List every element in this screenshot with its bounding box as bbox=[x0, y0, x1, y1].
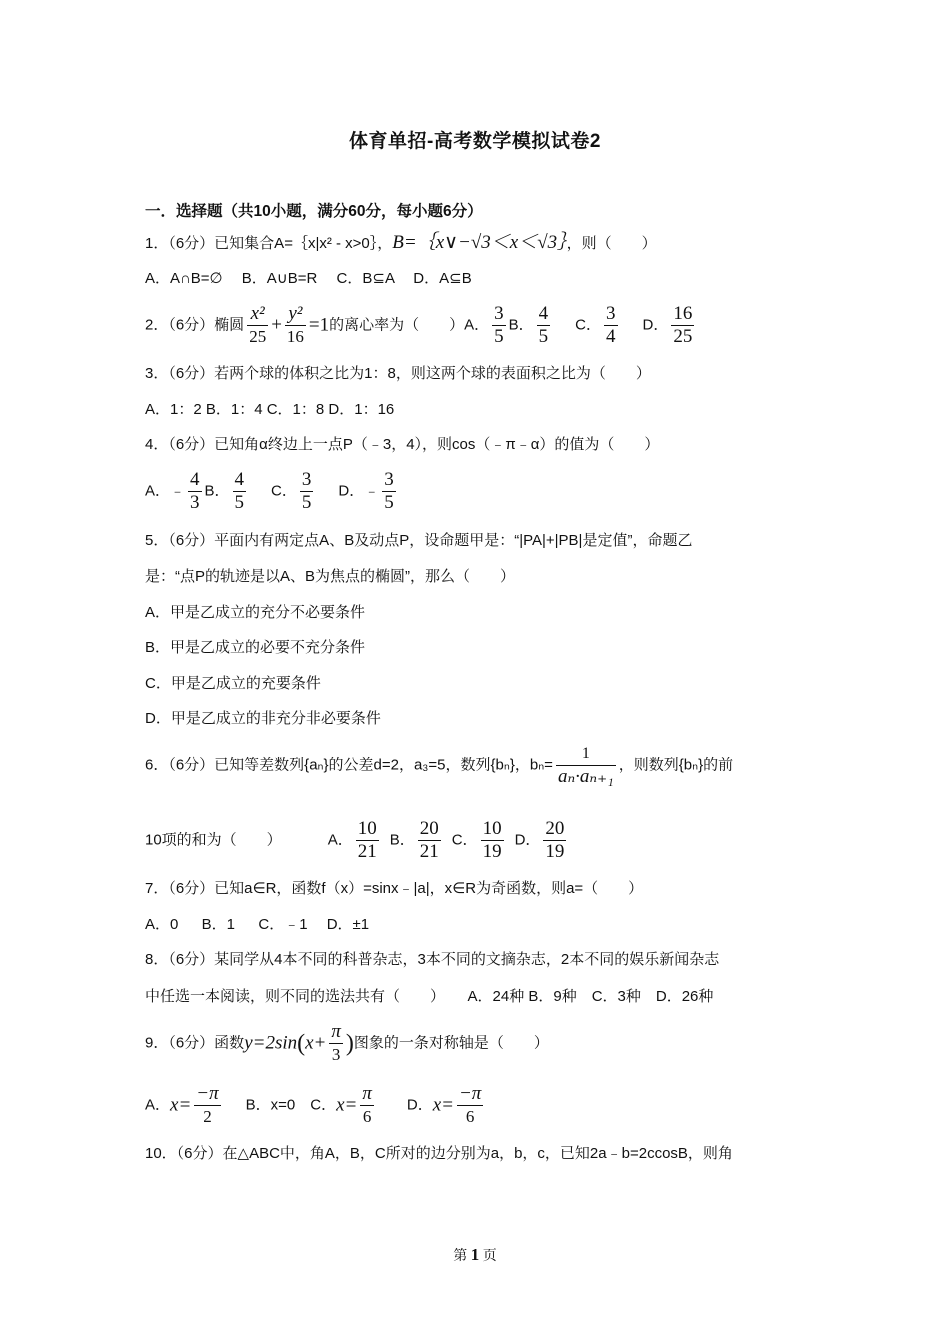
q4-a-den: 3 bbox=[190, 492, 200, 513]
q2-option-d bbox=[671, 303, 694, 348]
q6-c-label: C． bbox=[451, 831, 478, 849]
q6-option-a bbox=[356, 818, 379, 863]
q2-f2-den: 16 bbox=[286, 327, 304, 346]
question-2 bbox=[145, 303, 806, 348]
q4-c-num: 3 bbox=[301, 469, 312, 490]
q6-option-c bbox=[481, 818, 504, 863]
q4-option-c bbox=[300, 469, 314, 514]
q5-option-c: C．甲是乙成立的充要条件 bbox=[145, 675, 321, 692]
q6-line-2 bbox=[145, 818, 806, 863]
q6-b-den: 21 bbox=[419, 841, 439, 862]
q9-fraction bbox=[329, 1021, 343, 1066]
q6-a-label: A． bbox=[327, 831, 353, 849]
q2-b-den: 5 bbox=[538, 326, 549, 347]
q9-c-eq: x= bbox=[336, 1094, 358, 1116]
q9-close-paren: ) bbox=[345, 1030, 354, 1057]
q5-option-d: D．甲是乙成立的非充分非必要条件 bbox=[145, 710, 381, 727]
q9-option-a bbox=[194, 1083, 220, 1128]
question-3: 3．（6分）若两个球的体积之比为1：8，则这两个球的表面积之比为（ ） bbox=[145, 365, 651, 382]
q2-option-b bbox=[537, 303, 551, 348]
q6-a-num: 10 bbox=[357, 818, 377, 839]
q6-option-d bbox=[543, 818, 566, 863]
q2-fraction-y bbox=[285, 303, 306, 348]
question-10: 10．（6分）在△ABC中，角A，B，C所对的边分别为a，b，c，已知2a﹣b=2ccosB，则角 bbox=[145, 1145, 733, 1162]
q6-text: 6．（6分）已知等差数列{aₙ}的公差d=2，a₃=5，数列{bₙ}，bₙ= bbox=[145, 756, 553, 774]
q2-eq: =1 bbox=[308, 314, 330, 336]
q2-fraction-x bbox=[247, 303, 268, 348]
q6-a-den: 21 bbox=[357, 841, 377, 862]
q5-line-2: 是：“点P的轨迹是以A、B为焦点的椭圆”，那么（ ） bbox=[145, 568, 516, 585]
q2-plus: + bbox=[271, 314, 282, 336]
q9-text: 9．（6分）函数 bbox=[145, 1034, 245, 1052]
page-footer bbox=[0, 1245, 950, 1265]
q9-c-den: 6 bbox=[360, 1105, 374, 1128]
q2-a-den: 5 bbox=[494, 326, 504, 347]
q9-expr: y=2sin bbox=[244, 1032, 298, 1054]
q6-d-den: 19 bbox=[545, 841, 565, 862]
q9-a-num: −π bbox=[196, 1083, 219, 1104]
q6-c-num: 10 bbox=[482, 818, 502, 839]
question-4: 4．（6分）已知角α终边上一点P（﹣3，4），则cos（﹣π﹣α）的值为（ ） bbox=[145, 436, 660, 453]
question-9 bbox=[145, 1021, 806, 1066]
q1-set-b: B=｛x∨−√3＜x＜√3｝ bbox=[392, 232, 567, 253]
question-7: 7．（6分）已知a∈R，函数f（x）=sinx﹣|a|，x∈R为奇函数，则a=（ ） bbox=[145, 880, 644, 897]
q9-d-den: 6 bbox=[457, 1105, 483, 1128]
q4-options bbox=[145, 469, 806, 514]
q4-a-label: A．﹣ bbox=[145, 482, 186, 500]
q3-options: A．1：2 B．1：4 C．1：8 D．1：16 bbox=[145, 401, 395, 418]
q1-options: A．A∩B=∅ B．A∪B=R C．B⊆A D．A⊆B bbox=[145, 270, 472, 287]
q2-c-num: 3 bbox=[606, 303, 616, 324]
q6-f-den: aₙ·aₙ₊₁ bbox=[557, 766, 614, 787]
q9-options bbox=[145, 1083, 806, 1128]
question-1 bbox=[145, 232, 806, 255]
q8-line-2: 中任选一本阅读，则不同的选法共有（ ） A．24种 B．9种 C．3种 D．26种 bbox=[145, 988, 714, 1005]
q4-d-den: 5 bbox=[384, 492, 394, 513]
q6-f-num: 1 bbox=[581, 745, 590, 762]
q5-option-a: A．甲是乙成立的充分不必要条件 bbox=[145, 604, 366, 621]
q9-open-paren: ( bbox=[297, 1030, 306, 1057]
section-heading: 一．选择题（共10小题，满分60分，每小题6分） bbox=[145, 203, 483, 220]
q6-line2-text: 10项的和为（ ） bbox=[145, 831, 282, 849]
question-6 bbox=[145, 743, 806, 788]
q2-b-num: 4 bbox=[538, 303, 549, 324]
q6-d-num: 20 bbox=[545, 818, 565, 839]
q2-b-label: B． bbox=[508, 316, 534, 334]
question-8: 8．（6分）某同学从4本不同的科普杂志，3本不同的文摘杂志，2本不同的娱乐新闻杂志 bbox=[145, 951, 720, 968]
q9-a-den: 2 bbox=[194, 1105, 220, 1128]
footer-suffix: 页 bbox=[482, 1249, 497, 1264]
q2-d-label: D． bbox=[642, 316, 669, 334]
q4-option-b bbox=[233, 469, 247, 514]
q6-tail: ，则数列{bₙ}的前 bbox=[618, 756, 734, 774]
q9-f-num: π bbox=[331, 1021, 341, 1042]
q2-text: 2．（6分）椭圆 bbox=[145, 316, 245, 334]
q7-options: A．0 B．1 C．﹣1 D．±1 bbox=[145, 916, 370, 933]
q9-b-label: B．x=0 C． bbox=[245, 1096, 337, 1114]
footer-prefix: 第 bbox=[453, 1249, 468, 1264]
question-5: 5．（6分）平面内有两定点A、B及动点P，设命题甲是：“|PA|+|PB|是定值”，命题乙 bbox=[145, 532, 693, 549]
q9-d-eq: x= bbox=[432, 1094, 454, 1116]
q2-f1-num: x² bbox=[250, 303, 265, 324]
q9-c-num: π bbox=[362, 1083, 372, 1104]
q2-f1-den: 25 bbox=[249, 327, 267, 346]
q1-tail: ，则（ ） bbox=[566, 235, 657, 252]
q6-option-b bbox=[418, 818, 441, 863]
q4-b-den: 5 bbox=[234, 492, 245, 513]
q2-d-num: 16 bbox=[673, 303, 693, 324]
q1-text: 1．（6分）已知集合A=｛x|x² - x>0｝， bbox=[145, 235, 393, 252]
q2-option-c bbox=[604, 303, 618, 348]
q4-d-label: D．﹣ bbox=[338, 482, 380, 500]
q9-a-eq: x= bbox=[170, 1094, 192, 1116]
q4-a-num: 4 bbox=[190, 469, 200, 490]
q2-d-den: 25 bbox=[673, 326, 693, 347]
q2-c-den: 4 bbox=[606, 326, 616, 347]
q4-c-label: C． bbox=[271, 482, 297, 500]
q2-a-num: 3 bbox=[494, 303, 504, 324]
page-title: 体育单招-高考数学模拟试卷2 bbox=[349, 131, 601, 152]
q9-option-c bbox=[360, 1083, 374, 1128]
q4-d-num: 3 bbox=[384, 469, 394, 490]
q6-b-label: B． bbox=[389, 831, 415, 849]
q9-d-num: −π bbox=[458, 1083, 482, 1104]
q4-c-den: 5 bbox=[301, 492, 312, 513]
q4-b-num: 4 bbox=[234, 469, 245, 490]
q9-tail: 图象的一条对称轴是（ ） bbox=[353, 1034, 549, 1052]
q9-d-label: D． bbox=[406, 1096, 433, 1114]
q9-inner: x+ bbox=[305, 1032, 327, 1054]
q6-c-den: 19 bbox=[482, 841, 502, 862]
q4-option-d bbox=[382, 469, 396, 514]
q4-b-label: B． bbox=[204, 482, 230, 500]
q9-f-den: 3 bbox=[329, 1043, 343, 1066]
q5-option-b: B．甲是乙成立的必要不充分条件 bbox=[145, 639, 366, 656]
q2-option-a bbox=[492, 303, 506, 348]
q9-option-d bbox=[457, 1083, 483, 1128]
q6-bn-fraction bbox=[556, 743, 616, 788]
q2-tail: 的离心率为（ ）A． bbox=[329, 316, 490, 334]
page-number: 1 bbox=[470, 1245, 480, 1264]
q4-option-a bbox=[188, 469, 202, 514]
q2-f2-num: y² bbox=[288, 303, 303, 324]
q2-c-label: C． bbox=[575, 316, 601, 334]
q9-a-label: A． bbox=[145, 1096, 171, 1114]
q6-d-label: D． bbox=[514, 831, 541, 849]
q6-b-num: 20 bbox=[419, 818, 439, 839]
